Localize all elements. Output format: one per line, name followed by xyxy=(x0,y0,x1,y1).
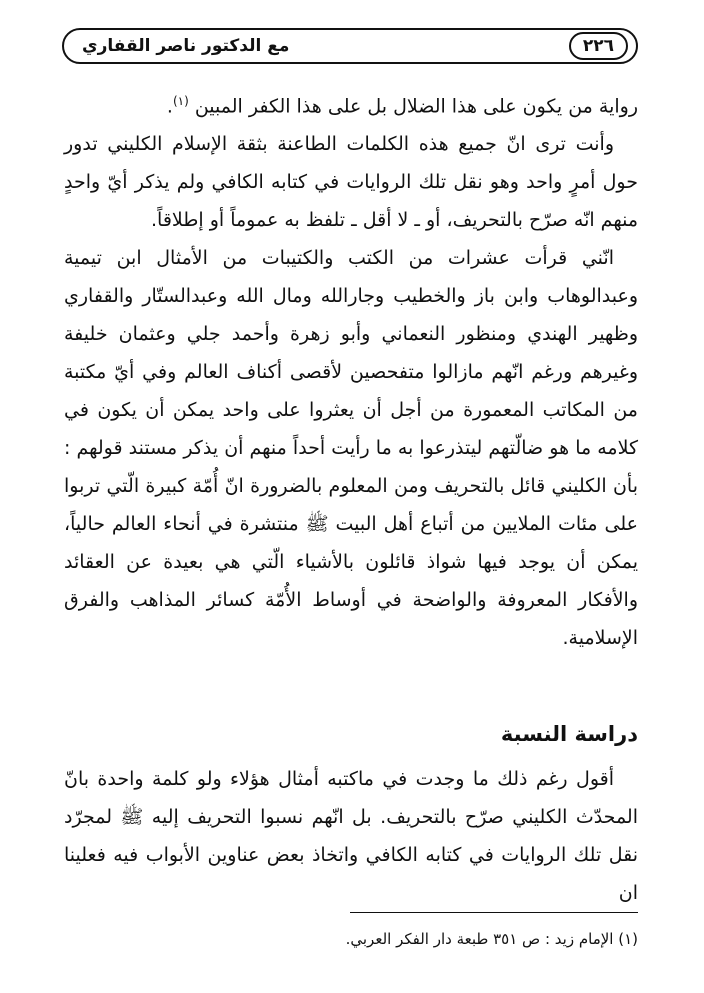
footnote: (١) الإمام زيد : ص ٣٥١ طبعة دار الفكر العربي. xyxy=(345,930,638,948)
paragraph-1 xyxy=(64,82,638,125)
running-header xyxy=(62,28,638,64)
footnote-ref: (١) xyxy=(172,94,189,108)
section-body xyxy=(64,760,638,912)
book-title: مع الدكتور ناصر القفاري xyxy=(82,36,290,56)
paragraph-1-text: رواية من يكون على هذا الضلال بل على هذا الكفر المبين xyxy=(194,95,638,118)
paragraph-4: أقول رغم ذلك ما وجدت في ماكتبه أمثال هؤلاء ولو كلمة واحدة بانّ المحدّث الكليني صرّح بالتحريف. بل انّهم نسبوا التحريف إليه ﷺ لمجرّد نقل تلك الروايات في كتابه الكافي واتخاذ بعض عناوين الأبواب فيه فعلينا ان xyxy=(64,768,638,904)
body-text xyxy=(64,82,638,657)
paragraph-3: انّني قرأت عشرات من الكتب والكتيبات من الأمثال ابن تيمية وعبدالوهاب وابن باز والخطيب وجارالله ومال الله وعبدالستّار والقفاري وظهير الهندي ومنظور النعماني وأبو زهرة وأحمد جلي وعثمان خليفة وغيرهم ورغم انّهم مازالوا متفحصين لأقصى أكناف العالم وفي أيّ مكتبة من المكاتب المعمورة من أجل أن يعثروا على واحد يمكن أن يكون في كلامه ما هو ضالّتهم ليتذرعوا به ما رأيت أحداً منهم أن يذكر مستند قولهم : بأن الكليني قائل بالتحريف ومن المعلوم بالضرورة انّ أُمّة كبيرة الّتي تربوا على مئات الملايين من أتباع أهل البيت ﷺ منتشرة في أنحاء العالم حالياً، يمكن أن يوجد فيها شواذ قائلون بالأشياء الّتي هي بعيدة عن العقائد والأفكار المعروفة والواضحة في أوساط الأُمّة كسائر المذاهب والفرق الإسلامية. xyxy=(64,247,638,650)
footnote-divider xyxy=(350,912,638,913)
section-title: دراسة النسبة xyxy=(500,722,638,746)
page-number: ٢٢٦ xyxy=(569,32,628,60)
paragraph-2: وأنت ترى انّ جميع هذه الكلمات الطاعنة بثقة الإسلام الكليني تدور حول أمرٍ واحد وهو نقل تلك الروايات في كتابه الكافي ولم يذكر أيّ واحدٍ منهم انّه صرّح بالتحريف، أو ـ لا أقل ـ تلفظ به عموماً أو إطلاقاً. xyxy=(64,133,638,232)
paragraph-1-end: . xyxy=(166,95,173,118)
